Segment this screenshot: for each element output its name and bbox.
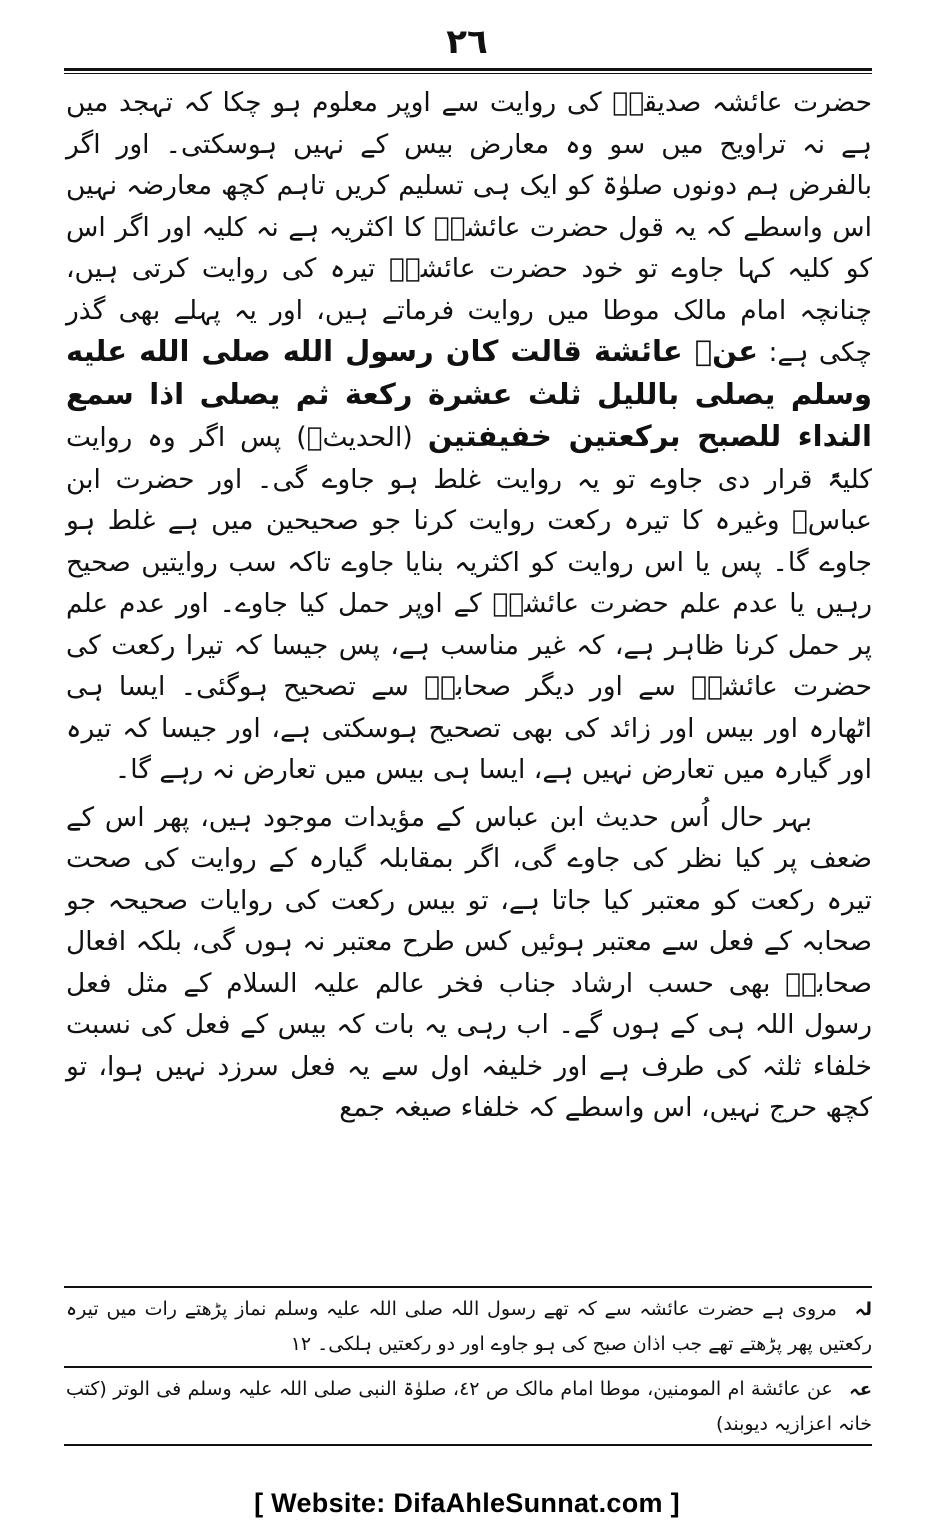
paragraph-2: بہر حال اُس حدیث ابن عباس کے مؤیدات موجود ہیں، پھر اس کے ضعف پر کیا نظر کی جاوے گی، اگر بمقابلہ گیارہ کے روایت کی صحت تیرہ رکعت کو معتبر کیا جاتا ہے، تو بیس رکعت کی روایات صحیحہ جو صحابہ کے فعل سے معتبر ہوئیں کس طرح معتبر نہ ہوں گی، بلکہ افعال صحابہؓ بھی حسب ارشاد جناب فخر عالم علیہ السلام کے مثل فعل رسول اللہ ہی کے ہوں گے۔ اب رہی یہ بات کہ بیس کے فعل کی نسبت خلفاء ثلثہ کی طرف ہے اور خلیفہ اول سے یہ فعل سرزد نہیں ہوا، تو کچھ حرج نہیں، اس واسطے کہ خلفاء صیغہ جمع xyxy=(66,801,872,1123)
footnote-2-text: عن عائشة ام المومنين، موطا امام مالک ص ٤٢، صلوٰۃ النبی صلی اللہ علیہ وسلم فی الوتر (کتب خانہ اعزازیہ دیوبند) xyxy=(66,1378,872,1435)
paragraph-1 xyxy=(66,82,872,791)
footnote-1-text: مروی ہے حضرت عائشہ سے کہ تھے رسول اللہ صلی اللہ علیہ وسلم نماز پڑھتے رات میں تیرہ رکعتیں پھر پڑھتے تھے جب اذان صبح کی ہو جاوے اور دو رکعتیں ہلکی۔ ١٢ xyxy=(66,1298,872,1355)
footnote-2-marker: عہ xyxy=(849,1379,872,1400)
footnote-divider-2 xyxy=(64,1366,872,1368)
hadith-reference: (الحدیثؓ) xyxy=(296,422,413,453)
footnote-1-marker: لہ xyxy=(854,1299,872,1320)
hadith-arabic: عنؓ عائشة قالت كان رسول الله صلى الله عليه وسلم يصلى بالليل ثلث عشرة ركعة ثم يصلى اذا سمع النداء للصبح بركعتين خفيفتين xyxy=(66,334,872,453)
main-text xyxy=(66,82,872,1129)
header-divider xyxy=(64,68,872,74)
page-number: ٢٦ xyxy=(446,22,488,62)
footer-divider xyxy=(64,1444,872,1446)
footnote-2 xyxy=(66,1372,872,1441)
website-footer: [ Website: DifaAhleSunnat.com ] xyxy=(254,1488,680,1518)
paragraph-1-text: حضرت عائشہ صدیقہؓ کی روایت سے اوپر معلوم ہو چکا کہ تہجد میں ہے نہ تراویح میں سو وہ معارض بیس کے نہیں ہوسکتی۔ اور اگر بالفرض ہم دونوں صلوٰۃ کو ایک ہی تسلیم کریں تاہم کچھ معارضہ نہیں اس واسطے کہ یہ قول حضرت عائشہؓ کا اکثریہ ہے نہ کلیہ اور اگر اس کو کلیہ کہا جاوے تو خود حضرت عائشہؓ تیرہ کی روایت کرتی ہیں، چنانچہ امام مالک موطا میں روایت فرماتے ہیں، اور یہ پہلے بھی گذر چکی ہے: xyxy=(66,87,872,368)
paragraph-1-continuation: پس اگر وہ روایت کلیۃً قرار دی جاوے تو یہ روایت غلط ہو جاوے گی۔ اور حضرت ابن عباسؓ وغیرہ کا تیرہ رکعت روایت کرنا جو صحیحین میں ہے غلط ہو جاوے گا۔ پس یا اس روایت کو اکثریہ بنایا جاوے تاکہ سب روایتیں صحیح رہیں یا عدم علم حضرت عائشہؓ کے اوپر حمل کیا جاوے۔ اور عدم علم پر حمل کرنا ظاہر ہے، کہ غیر مناسب ہے، پس جیسا کہ تیرا رکعت کی حضرت عائشہؓ سے اور دیگر صحابہؓ سے تصحیح ہوگئی۔ ایسا ہی اٹھارہ اور بیس اور زائد کی بھی تصحیح ہوسکتی ہے، اور جیسا کہ تیرہ اور گیارہ میں تعارض نہیں ہے، ایسا ہی بیس میں تعارض نہ رہے گا۔ xyxy=(66,422,872,785)
footnote-1 xyxy=(66,1292,872,1361)
footnote-divider xyxy=(64,1286,872,1288)
